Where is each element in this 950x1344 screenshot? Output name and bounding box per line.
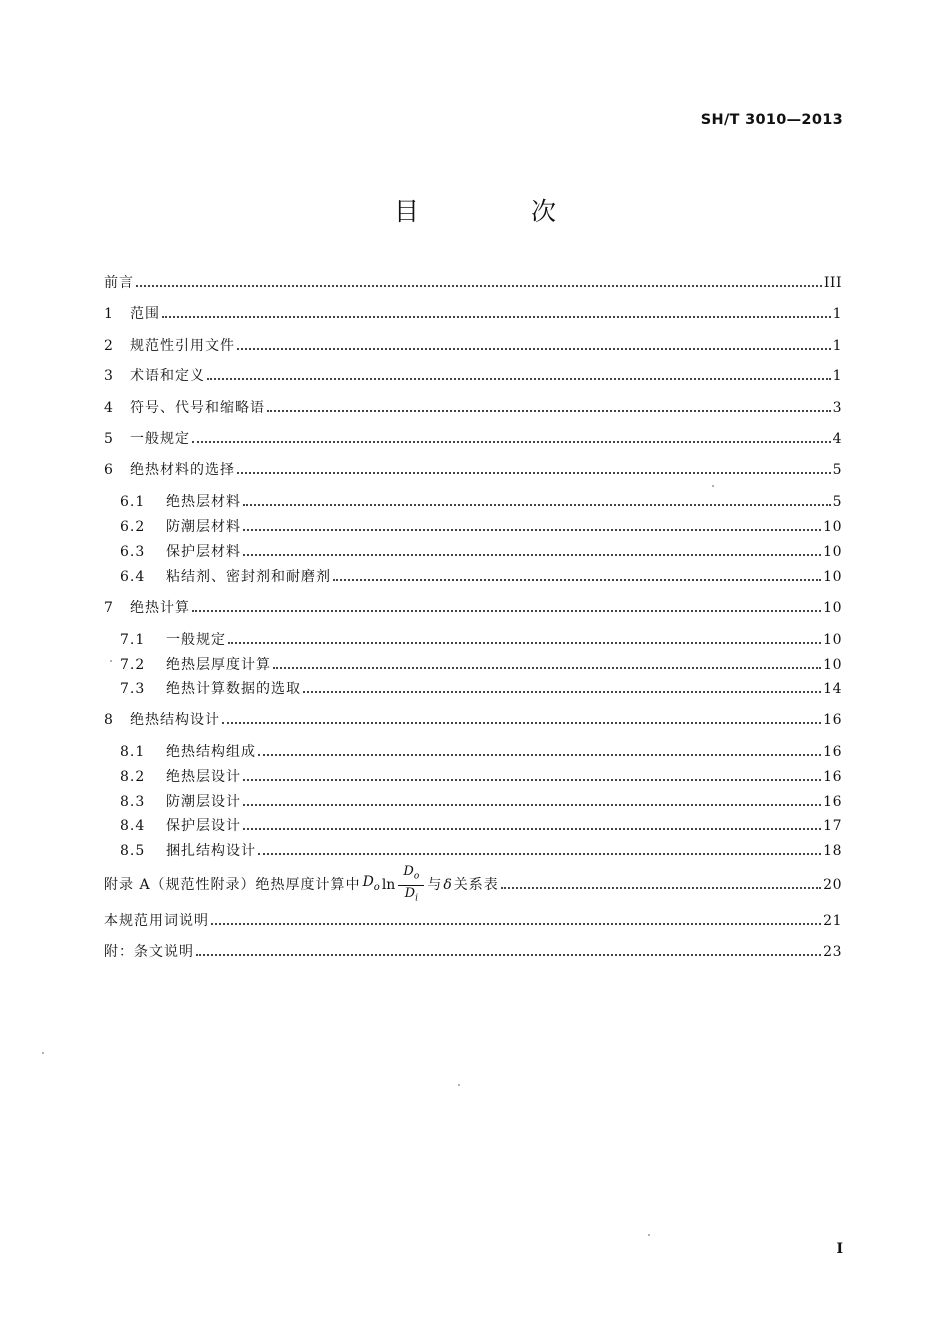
toc-entry-page: 1 [832, 368, 842, 384]
toc-entry[interactable] [104, 335, 842, 357]
scan-speck [648, 1234, 650, 1236]
dot-leader [192, 610, 821, 612]
toc-entry[interactable] [120, 491, 842, 513]
toc-entry-label: 绝热层设计 [166, 769, 241, 785]
toc-entry[interactable] [104, 910, 842, 932]
toc-entry-page: 3 [832, 400, 842, 416]
standard-code: SH/T 3010—2013 [700, 112, 843, 128]
toc-entry-number: 2 [104, 338, 113, 354]
toc-entry-page: 4 [832, 431, 842, 447]
toc-entry-label: 范围 [130, 306, 160, 322]
appendix-label: 附录 A（规范性附录）绝热厚度计算中 [104, 877, 361, 893]
toc-entry-number: 7.2 [120, 657, 146, 673]
toc-entry[interactable] [120, 654, 842, 676]
toc-entry-label: 绝热计算数据的选取 [166, 681, 301, 697]
toc-entry-page: 1 [832, 306, 842, 322]
toc-entry-label: 附：条文说明 [104, 944, 194, 960]
toc-entry-number: 6.2 [120, 519, 146, 535]
dot-leader [273, 667, 821, 669]
toc-entry-number: 6.3 [120, 544, 146, 560]
toc-entry-number: 7.1 [120, 632, 146, 648]
dot-leader [192, 441, 831, 443]
appendix-with: 与 [427, 877, 442, 893]
toc-entry-page: 10 [823, 632, 842, 648]
toc-entry[interactable] [104, 709, 842, 731]
dot-leader [162, 316, 831, 318]
page-title: 目 次 [394, 197, 608, 226]
toc-entry-page: 16 [823, 794, 842, 810]
scan-speck [42, 1052, 44, 1054]
toc-entry[interactable] [120, 741, 842, 763]
toc-entry[interactable] [104, 303, 842, 325]
toc-entry-page: 5 [832, 462, 842, 478]
toc-entry-page: 17 [823, 818, 842, 834]
toc-entry-label: 捆扎结构设计 [166, 843, 256, 859]
toc-entry-label: 术语和定义 [130, 368, 205, 384]
toc-entry[interactable] [104, 428, 842, 450]
toc-entry-label: 本规范用词说明 [104, 913, 209, 929]
toc-entry[interactable] [104, 941, 842, 963]
toc-entry-number: 8.3 [120, 794, 146, 810]
toc-entry-number: 7.3 [120, 681, 146, 697]
appendix-tail: 关系表 [453, 877, 499, 893]
toc-entry-number: 6.1 [120, 494, 146, 510]
dot-leader [211, 923, 821, 925]
toc-entry[interactable] [120, 791, 842, 813]
toc-entry-label: 保护层设计 [166, 818, 241, 834]
toc-entry-label: 绝热结构组成 [166, 744, 256, 760]
dot-leader [243, 804, 821, 806]
toc-entry-page: 10 [823, 519, 842, 535]
dot-leader [303, 691, 821, 693]
dot-leader [333, 579, 821, 581]
dot-leader [237, 348, 831, 350]
toc-entry-page: 23 [823, 944, 842, 960]
toc-entry-number: 5 [104, 431, 113, 447]
toc-entry-label: 一般规定 [130, 431, 190, 447]
toc-entry[interactable] [104, 272, 842, 294]
scan-speck [110, 660, 112, 662]
toc-entry[interactable] [104, 397, 842, 419]
dot-leader [222, 722, 821, 724]
dot-leader [243, 529, 821, 531]
dot-leader [207, 378, 831, 380]
toc-entry-page: 5 [832, 494, 842, 510]
toc-entry-page: 16 [823, 769, 842, 785]
toc-entry-label: 绝热材料的选择 [130, 462, 235, 478]
formula-delta: δ [443, 877, 452, 893]
toc-entry-page: 21 [823, 913, 842, 929]
toc-entry-number: 7 [104, 600, 113, 616]
toc-entry-number: 8 [104, 712, 113, 728]
formula-d-o: $D_o$ [362, 874, 380, 893]
toc-entry-number: 1 [104, 306, 113, 322]
toc-entry-appendix-a[interactable] [104, 863, 842, 904]
toc-entry-label: 前言 [104, 275, 134, 291]
dot-leader [258, 754, 821, 756]
page-number: I [836, 1241, 843, 1257]
toc-entry-number: 8.5 [120, 843, 146, 859]
toc-entry[interactable] [120, 840, 842, 862]
toc-entry-label: 绝热层厚度计算 [166, 657, 271, 673]
toc-entry[interactable] [104, 365, 842, 387]
toc-entry-number: 6.4 [120, 569, 146, 585]
dot-leader [243, 779, 821, 781]
toc-entry-number: 8.4 [120, 818, 146, 834]
toc-entry-page: III [823, 275, 842, 291]
toc-entry-number: 4 [104, 400, 113, 416]
toc-entry[interactable] [104, 459, 842, 481]
toc-entry-number: 8.1 [120, 744, 146, 760]
toc-entry-page: 10 [823, 600, 842, 616]
scan-speck [712, 485, 714, 487]
toc-entry-label: 防潮层设计 [166, 794, 241, 810]
toc-entry-page: 14 [823, 681, 842, 697]
dot-leader [243, 504, 831, 506]
toc-entry[interactable] [120, 766, 842, 788]
toc-entry[interactable] [104, 597, 842, 619]
toc-entry-label: 保护层材料 [166, 544, 241, 560]
toc-entry-page: 10 [823, 544, 842, 560]
toc-entry-label: 绝热结构设计 [130, 712, 220, 728]
dot-leader [501, 887, 821, 889]
toc-entry[interactable] [120, 541, 842, 563]
toc-entry-number: 3 [104, 368, 113, 384]
toc-entry[interactable] [120, 815, 842, 837]
toc-entry-label: 防潮层材料 [166, 519, 241, 535]
dot-leader [258, 853, 821, 855]
toc-entry-page: 16 [823, 712, 842, 728]
dot-leader [136, 285, 822, 287]
formula-fraction: $\frac{D_o}{D_i}$ [398, 864, 424, 906]
toc-entry[interactable] [120, 678, 842, 700]
toc-entry-label: 绝热计算 [130, 600, 190, 616]
toc-entry-page: 20 [823, 877, 842, 893]
toc-entry-label: 一般规定 [166, 632, 226, 648]
scan-speck [458, 1084, 460, 1086]
toc-entry-page: 18 [823, 843, 842, 859]
formula-ln: ln [381, 877, 396, 893]
dot-leader [243, 828, 821, 830]
toc-entry-label: 规范性引用文件 [130, 338, 235, 354]
toc-entry-number: 8.2 [120, 769, 146, 785]
toc-entry[interactable] [120, 566, 842, 588]
dot-leader [228, 642, 821, 644]
toc-entry-label: 符号、代号和缩略语 [130, 400, 265, 416]
dot-leader [243, 554, 821, 556]
toc-entry-label: 绝热层材料 [166, 494, 241, 510]
toc-entry[interactable] [120, 629, 842, 651]
toc-entry-label: 粘结剂、密封剂和耐磨剂 [166, 569, 331, 585]
dot-leader [267, 410, 831, 412]
dot-leader [237, 472, 831, 474]
toc-entry[interactable] [120, 516, 842, 538]
dot-leader [196, 954, 821, 956]
toc-entry-page: 10 [823, 569, 842, 585]
toc-entry-page: 16 [823, 744, 842, 760]
toc-entry-page: 10 [823, 657, 842, 673]
toc-entry-page: 1 [832, 338, 842, 354]
toc-entry-number: 6 [104, 462, 113, 478]
